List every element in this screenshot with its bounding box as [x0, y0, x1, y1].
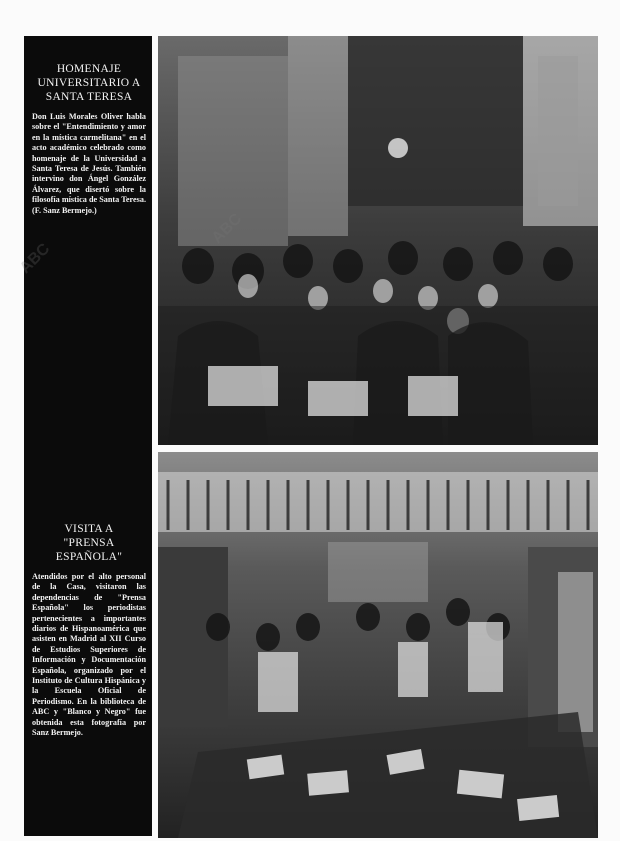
library-photo [158, 452, 598, 838]
caption-homenaje [32, 62, 146, 216]
caption-body: Atendidos por el alto personal de la Casa, visitaron las dependencias de "Prensa Española" los periodistas pertenecientes a importantes diarios de Hispanoamérica que asisten en Madrid al XII Curso de Estudios Superiores de Información y Documentación Española, organizado por el Instituto de Cultura Hispánica y la Escuela Oficial de Periodismo. En la biblioteca de ABC y "Blanco y Negro" fue obtenida esta fotografía por Sanz Bermejo. [32, 572, 146, 738]
caption-column [24, 36, 152, 836]
watermark: ABC [16, 240, 54, 277]
caption-body: Don Luis Morales Oliver habla sobre el "Entendimiento y amor en la mística carmelitana" en el acto académico celebrado como homenaje de la Universidad a Santa Teresa de Jesús. También intervino don Ángel González Álvarez, que disertó sobre la filosofía mística de Santa Teresa. (F. Sanz Bermejo.) [32, 112, 146, 215]
caption-title: VISITA A "PRENSA ESPAÑOLA" [55, 523, 123, 563]
caption-title: HOMENAJE UNIVERSITARIO A SANTA TERESA [37, 63, 141, 103]
watermark: ABC [208, 210, 246, 247]
audience-photo-image [158, 36, 598, 445]
audience-photo [158, 36, 598, 445]
library-photo-image [158, 452, 598, 838]
caption-visita [32, 522, 146, 739]
